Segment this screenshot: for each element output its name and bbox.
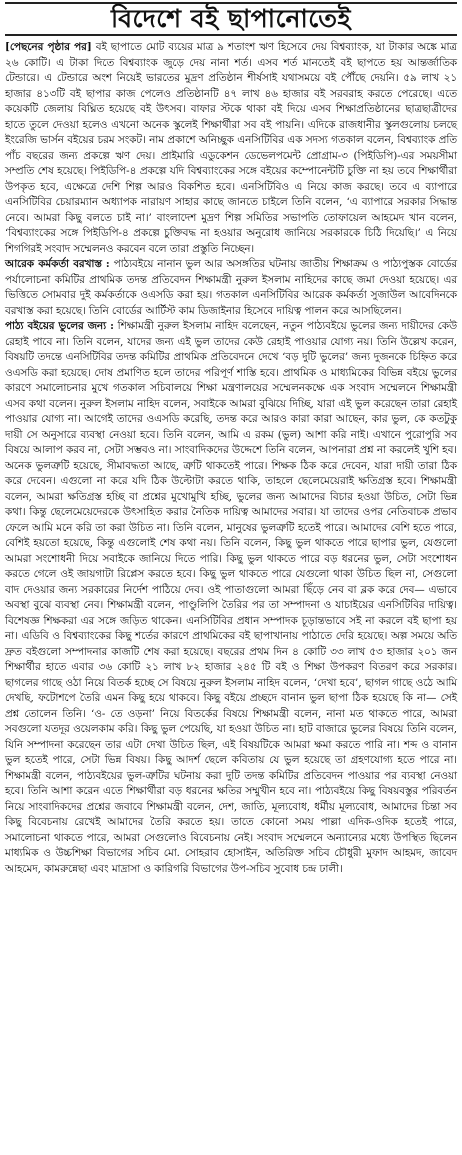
continued-from-label: [পেছনের পৃষ্ঠার পর] [5,41,92,53]
paragraph-continuation [5,40,457,257]
paragraph-text: বই ছাপাতে মোট ব্যয়ের মাত্র ৯ শতাংশ ঋণ হিসেবে দেয় বিশ্বব্যাংক, যা টাকার অঙ্কে মাত্র ২৬ কোটি। এ টাকা দিতে বিশ্বব্যাংক জুড়ে দেয় নানা শর্ত। এসব শর্ত মানতেই বই ছাপতে হয় আন্তর্জাতিক টেন্ডারে। এ টেন্ডারে অংশ নিয়েই ভারতের মুদ্রণ প্রতিষ্ঠান শীর্ষসাই যথাসময়ে বই পৌঁছে দেয়নি। ৫৯ লাখ ২১ হাজার ৪১৩টি বই ছাপার কাজ পেলেও প্রতিষ্ঠানটি ৪৭ লাখ ৪৬ হাজার বই সরবরাহ করতে পেরেছে। এতে কয়েকটি জেলায় বিঘ্নিত হয়েছে বই উৎসব। বাফার স্টকে থাকা বই দিয়ে এসব শিক্ষাপ্রতিষ্ঠানের ছাত্রছাত্রীদের হাতে তুলে দেওয়া হলেও এখনো অনেক স্কুলেই শিক্ষার্থীরা সব বই পায়নি। এদিকে রাজধানীর স্কুলগুলোয় চলছে ইংরেজি ভার্সন বইয়ের চরম সংকট। নাম প্রকাশে অনিচ্ছুক এনসিটিবির এক সদস্য গতকাল বলেন, বিশ্বব্যাংক প্রতি পাঁচ বছরের জন্য প্রকল্পে ঋণ দেয়। প্রাইমারি এডুকেশন ডেভেলপমেন্ট প্রোগ্রাম-৩ (পিইডিপি)-এর সময়সীমা সম্প্রতি শেষ হয়েছে। পিইডিপি-৪ প্রকল্পে যদি বিশ্বব্যাংকের সঙ্গে বইয়ের কম্পোনেন্টটি চুক্তি না হয় তবে শিক্ষার্থীরা উপকৃত হবে, এক্ষেত্রে দেশি শিল্প আরও বিকশিত হবে। এনসিটিবিও এ নিয়ে কাজ করছে। তবে এ ব্যাপারে এনসিটিবির চেয়ারম্যান অধ্যাপক নারায়ণ সাহার কাছে জানতে চাইলে তিনি বলেন, ‘এ ব্যাপারে সরকার সিদ্ধান্ত নেবে। আমরা কিছু বলতে চাই না।’ বাংলাদেশ মুদ্রণ শিল্প সমিতির সভাপতি তোফায়েল আহমেদ খান বলেন, ‘বিশ্বব্যাংকের সঙ্গে পিইডিপি-৪ প্রকল্পে চুক্তিবদ্ধ না হওয়ার অনুরোধ জানিয়ে সরকারকে চিঠি দিয়েছি।’ এ নিয়ে শিগগিরই সংবাদ সম্মেলনও করবেন বলে তারা প্রস্তুতি নিচ্ছেন। [5,41,457,255]
paragraph-minister [5,319,457,877]
article-body [5,40,457,877]
paragraph-text: শিক্ষামন্ত্রী নুরুল ইসলাম নাহিদ বলেছেন, নতুন পাঠ্যবইয়ে ভুলের জন্য দায়ীদের কেউ রেহাই পাবে না। তিনি বলেন, যাদের জন্য এই ভুল তাদের কেউ রেহাই পাওয়ার যোগ্য নয়। তিনি উল্লেখ করেন, বিষয়টি তদন্তে এনসিটিবির তদন্ত কমিটির প্রাথমিক প্রতিবেদনে দেখে ‘বড় দুটি ভুলের’ জন্য দুজনকে চিহ্নিত করে ওএসডি করা হয়েছে। দোষ প্রমাণিত হলে তাদের পরিপূর্ণ শাস্তি হবে। প্রাথমিক ও মাধ্যমিকের বিভিন্ন বইয়ে ভুলের কারণে সমালোচনার মুখে গতকাল সচিবালয়ে শিক্ষা মন্ত্রণালয়ের সম্মেলনকক্ষে এক সংবাদ সম্মেলনে শিক্ষামন্ত্রী এসব কথা বলেন। নুরুল ইসলাম নাহিদ বলেন, সবাইকে আমরা বুঝিয়ে দিচ্ছি, যারা এই ভুল করেছেন তারা রেহাই পাওয়ার যোগ্য না। আগেই তাদের ওএসডি করেছি, তদন্ত করে আরও কারা কারা আছেন, কার ভুল, কে কতটুকু দায়ী সে অনুসারে ব্যবস্থা নেওয়া হবে। তিনি বলেন, আমি এ রকম (ভুল) আশা করি নাই। এখানে পুরোপুরি সব বিষয়ে আলাপ করব না, সেটা সম্ভবও না। সাংবাদিকদের উদ্দেশে তিনি বলেন, আপনারা প্রশ্ন না করলেই খুশি হব। অনেক ভুলত্রুটি হয়েছে, সীমাবদ্ধতা আছে, ত্রুটি থাকতেই পারে। শিক্ষক ঠিক করে দেবেন, যারা দায়ী তারা ঠিক করে দেবেন। এগুলো না করে যদি ঠিক উল্টোটা করতে থাকি, তাহলে ছেলেমেয়েরাই ক্ষতিগ্রস্ত হবে। শিক্ষামন্ত্রী বলেন, আমরা ক্ষতিগ্রস্ত হচ্ছি বা প্রশ্নের মুখোমুখি হচ্ছি, ভুলের জন্য আমাদের বিচার হওয়া উচিত, সেটা ভিন্ন কথা। কিন্তু ছেলেমেয়েদেরকে উৎসাহিত করার নৈতিক দায়িত্ব আমাদের সবার। যা তাদের ওপর নেতিবাচক প্রভাব ফেলে আমি মনে করি তা করা উচিত না। তিনি বলেন, মানুষের ভুলত্রুটি হতেই পারে। আমাদের বেশি হতে পারে, বেশিই হয়তো হয়েছে, কিন্তু এগুলোই শেষ কথা নয়। তিনি বলেন, কিছু ভুল থাকতে পারে ছাপার ভুল, যেগুলো আমরা সংশোধনী দিয়ে সবাইকে জানিয়ে দিতে পারি। কিছু ভুল থাকতে পারে বড় ধরনের ভুল, সেটা সংশোধন করতে গেলে ওই জায়গাটা রিপ্লেস করতে হবে। কিছু ভুল থাকতে পারে যেগুলো থাকা উচিত ছিল না, সেগুলো বাদ দেওয়ার জন্য সরকারের নির্দেশ পাঠিয়ে দেব। ওই পাতাগুলো আমরা ছিঁড়ে নেব বা ব্লক করে দেব— এভাবে অবস্থা বুঝে ব্যবস্থা নেব। শিক্ষামন্ত্রী বলেন, পাণ্ডুলিপি তৈরির পর তা সম্পাদনা ও যাচাইয়ের এনসিটিবির দায়িত্ব। বিশেষজ্ঞ শিক্ষকরা এর সঙ্গে জড়িত থাকেন। এনসিটিবির প্রধান সম্পাদক চূড়ান্তভাবে সই না করলে বই ছাপা হয় না। এডিবি ও বিশ্বব্যাংকের কিছু শর্তের কারণে প্রাথমিকের বই ছাপাখানায় পাঠাতে দেরি হয়েছে। অল্প সময়ে অতি দ্রুত বইগুলো সম্পাদনার কাজটি শেষ করা হয়েছে। বছরের প্রথম দিন ৪ কোটি ৩৩ লাখ ৫৩ হাজার ২০১ জন শিক্ষার্থীর হাতে এবার ৩৬ কোটি ২১ লাখ ৮২ হাজার ২৪৫ টি বই ও শিক্ষা উপকরণ বিতরণ করে সরকার। ছাগলের গাছে ওঠা নিয়ে বিতর্ক হচ্ছে সে বিষয়ে নুরুল ইসলাম নাহিদ বলেন, ‘দেখা হবে’, ছাগল গাছে ওঠে আমি দেখছি, ফটোশপে তৈরি এমন কিছু হয়ে থাকবে। কিছু বইয়ে প্রচ্ছদে বানান ভুল ছাপা ঠিক হয়েছে কি না— সেই প্রশ্ন তোলেন তিনি। ‘ও- তে ওড়না’ নিয়ে বিতর্কের বিষয়ে শিক্ষামন্ত্রী বলেন, নানা মত থাকতে পারে, আমরা সবগুলো যতদূর ওয়েলকাম করি। কিছু ভুল পেয়েছি, যা হওয়া উচিত না। হাট বাজারে ভুলের বিষয়ে তিনি বলেন, যিনি সম্পাদনা করেছেন তার এটা দেখা উচিত ছিল, এই বিষয়টিকে আমরা ক্ষমা করতে পারি না। শব্দ ও বানান ভুল হতেই পারে, সেটা ভিন্ন বিষয়। কিছু আদর্শ ছেলে কবিতায় যে ভুল হয়েছে তা গ্রহণযোগ্য হতে পারে না। শিক্ষামন্ত্রী বলেন, পাঠ্যবইয়ের ভুল-ত্রুটির ঘটনায় করা দুটি তদন্ত কমিটির প্রতিবেদন পাওয়ার পর ব্যবস্থা নেওয়া হবে। তিনি আশা করেন এতে শিক্ষার্থীরা বড় ধরনের ক্ষতির সম্মুখীন হবে না। পাঠ্যবইয়ে কিছু বিষয়বস্তুর পরিবর্তন নিয়ে সাংবাদিকদের প্রশ্নের জবাবে শিক্ষামন্ত্রী বলেন, দেশ, জাতি, মূল্যবোধ, ধর্মীয় মূল্যবোধ, আমাদের চিন্তা সব কিছু বিবেচনায় রেখেই আমাদের তৈরি করতে হয়। তাতে কোনো সময় পাল্লা এদিক-ওদিক হতেই পারে, সমালোচনা থাকতে পারে, আমরা সেগুলোও বিবেচনায় নেই। সংবাদ সম্মেলনে অন্যান্যের মধ্যে উপস্থিত ছিলেন মাধ্যমিক ও উচ্চশিক্ষা বিভাগের সচিব মো. সোহরাব হোসাইন, অতিরিক্ত সচিব চৌধুরী মুফাদ আহমদ, জাবেদ আহমেদ, কামরুন্নেছা এবং মাদ্রাসা ও কারিগরি বিভাগের উপ-সচিব সুবোধ চন্দ্র ঢালী। [5,320,457,875]
headline: বিদেশে বই ছাপানোতেই [110,4,352,33]
paragraph-text: পাঠ্যবইয়ে নানান ভুল আর অসঙ্গতির ঘটনায় জাতীয় শিক্ষাক্রম ও পাঠ্যপুস্তক বোর্ডের পর্যালোচনা কমিটির প্রাথমিক তদন্ত প্রতিবেদন শিক্ষামন্ত্রী নুরুল ইসলাম নাহিদের কাছে জমা দেওয়া হয়েছে। এর ভিত্তিতে সোমবার দুই কর্মকর্তাকে ওএসডি করা হয়। গতকাল এনসিটিবির আরেক কর্মকর্তা সুজাউল আবেদিনকে বরখাস্ত করা হয়েছে। তিনি বোর্ডের আর্টিস্ট কাম ডিজাইনার হিসেবে দায়িত্ব পালন করে আসছিলেন। [5,258,457,317]
subheading: পাঠ্য বইয়ের ভুলের জন্য : [5,320,114,332]
headline-rule [5,34,457,36]
subheading: আরেক কর্মকর্তা বরখাস্ত : [5,258,110,270]
paragraph-suspension [5,257,457,319]
